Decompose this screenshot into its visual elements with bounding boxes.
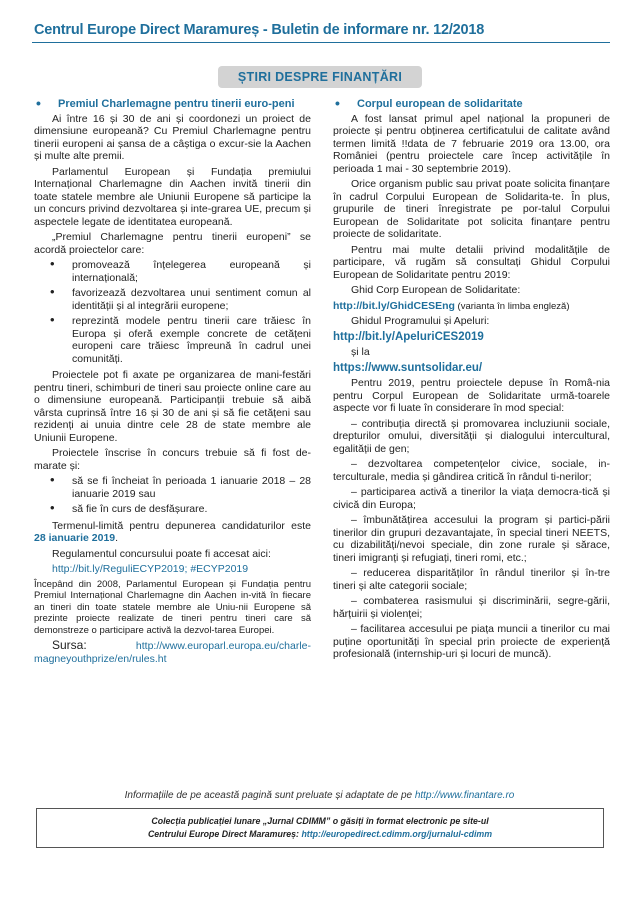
paragraph-deadline: Termenul-limită pentru depunerea candidaturilor este 28 ianuarie 2019.: [34, 519, 311, 544]
solidar-link[interactable]: https://www.suntsolidar.eu/: [333, 361, 483, 374]
paragraph: „Premiul Charlemagne pentru tinerii europeni” se acordă proiectelor care:: [34, 231, 311, 256]
paragraph: Ghid Corp European de Solidaritate:: [351, 284, 521, 296]
paragraph: Regulamentul concursului poate fi accesat aici:: [52, 547, 271, 560]
list-item: • promovează înțelegerea europeană și internațională;: [34, 259, 311, 284]
priority-item: – facilitarea accesului pe piața muncii a tinerilor cu mai puține oportunități în special prin proiecte de experiență profesională (internship-uri și locuri de muncă).: [333, 623, 610, 660]
publication-info-box: [36, 808, 604, 848]
paragraph: Pentru mai multe detalii privind modalitățile de participare, vă rugăm să consultați Ghidul Corpului European de Solidaritate pentru 2019:: [333, 243, 610, 281]
article-title-solidarity: • Corpul european de solidaritate: [333, 98, 610, 111]
source-link[interactable]: http://www.europarl.europa.eu/charle-magneyouthprize/en/rules.ht: [34, 640, 311, 665]
paragraph: Proiectele înscrise în concurs trebuie să fi fost de-marate și:: [34, 447, 311, 472]
finantare-link[interactable]: http://www.finantare.ro: [414, 790, 515, 801]
journal-link[interactable]: http://europedirect.cdimm.org/jurnalul-cdimm: [301, 829, 493, 839]
priority-item: – dezvoltarea competențelor civice, sociale, in-terculturale, media și gândirea critică în rândul ti-nerilor;: [333, 458, 610, 483]
priority-item: – contribuția directă și promovarea incluziunii sociale, drepturilor omului, diversității și dialogului intercultural, egalității de gen;: [333, 417, 610, 455]
conditions-list: [34, 475, 311, 516]
source-line: Sursa: http://www.europarl.europa.eu/charle-magneyouthprize/en/rules.ht: [34, 638, 311, 665]
list-item: • să se fi încheiat în perioada 1 ianuarie 2018 – 28 ianuarie 2019 sau: [34, 475, 311, 500]
paragraph: și la: [351, 346, 370, 358]
paragraph: A fost lansat primul apel național la propuneri de proiecte și pentru obținerea certificatului de calitate având termen limită !!data de 7 februarie 2019 ora 13.00, ora României (pentru proiectele care încep activitățile în perioada 1 mai - 30 septembrie 2019).: [333, 112, 610, 175]
paragraph: Proiectele pot fi axate pe organizarea de mani-festări pentru tineri, schimburi de tineri sau proiecte online care au o dimensiune europeană. Participanții trebuie să aibă vârsta cuprinsă între 16 și 30 de ani și să fie cetățeni sau rezidenți ai unuia dintre cele 28 de state membre ale Uniunii Europene.: [34, 369, 311, 444]
header-divider: [32, 42, 610, 43]
paragraph: Pentru 2019, pentru proiectele depuse în Româ-nia pentru Corpul European de Solidaritate urmă-toarele aspecte vor fi luate în considerare în mod special:: [333, 377, 610, 414]
paragraph: Ghidul Programului și Apeluri:: [351, 315, 490, 327]
priority-item: – îmbunătățirea accesului la program și partici-pării tinerilor din grupuri dezavantajate, în special tineri NEETS, cu dizabilități/nevoi speciale, din zone rurale și sărace, tineri imigranți și refugiați, tineri romi, etc.;: [333, 514, 610, 564]
right-column: [333, 98, 610, 664]
deadline-date: 28 ianuarie 2019: [34, 532, 116, 544]
rules-link[interactable]: http://bit.ly/ReguliECYP2019; #ECYP2019: [52, 563, 249, 575]
article-title-charlemagne: • Premiul Charlemagne pentru tinerii euro-peni: [34, 98, 311, 111]
guide-link-line: http://bit.ly/GhidCESEng (varianta în limba engleză): [333, 299, 570, 312]
criteria-list: [34, 259, 311, 365]
guide-link[interactable]: http://bit.ly/GhidCESEng: [333, 299, 455, 312]
paragraph: Parlamentul European și Fundația premiului Internațional Charlemagne din Aachen invită tinerii din toate statele membre ale Uniunii Europene să participe la un concurs privind dezvoltarea și inte-grarea UE, precum și aspectele legate de identitatea europeană.: [34, 165, 311, 228]
left-column: [34, 98, 311, 668]
page-header-title: Centrul Europe Direct Maramureș - Buletin de informare nr. 12/2018: [34, 22, 485, 38]
section-banner: ȘTIRI DESPRE FINANȚĂRI: [218, 66, 422, 88]
paragraph-small: Începând din 2008, Parlamentul European și Fundația pentru Premiul Internațional Charlemagne din Aachen in-vită în fiecare an tineri din toate statele membre ale Uniu-nii Europene să prezinte proiecte realizate de tineri pentru tineri care să demonstreze o participare activă la dezvol-tarea Europei.: [34, 578, 311, 636]
info-line: Centrului Europe Direct Maramureș: http://europedirect.cdimm.org/jurnalul-cdimm: [147, 829, 493, 839]
paragraph: Ai între 16 și 30 de ani și coordonezi un proiect de dimensiune europeană? Cu Premiul Charlemagne pentru tinerii europeni ai șansa de a câștiga o excur-sie la Aachen și multe alte premii.: [34, 112, 311, 162]
priority-item: – reducerea disparităților în rândul tinerilor și în-tre tineri și alte categorii sociale;: [333, 567, 610, 592]
priority-item: – combaterea rasismului și discriminării, segre-gării, hărțuirii și violenței;: [333, 595, 610, 620]
paragraph: Orice organism public sau privat poate solicita finanțare în cadrul Corpului European de Solidarita-te. În plus, grupurile de tineri înregistrate pe por-talul Corpului European de Solidaritate pot solicita finanțare pentru proiecte de solidaritate.: [333, 178, 610, 240]
calls-link[interactable]: http://bit.ly/ApeluriCES2019: [333, 330, 484, 343]
list-item: • reprezintă modele pentru tinerii care trăiesc în Europa și oferă exemple concrete de cetățeni europeni care trăiesc împreună în cadrul unei comunități.: [34, 315, 311, 365]
list-item: • să fie în curs de desfășurare.: [34, 503, 311, 516]
info-line: Colecția publicației lunare „Jurnal CDIMM” o găsiți în format electronic pe site-ul: [151, 816, 489, 826]
list-item: • favorizează dezvoltarea unui sentiment comun al identității și al integrării europene;: [34, 287, 311, 312]
priority-item: – participarea activă a tinerilor la viața democra-tică și civică din Europa;: [333, 486, 610, 511]
source-footnote: Informațiile de pe această pagină sunt preluate și adaptate de pe http://www.finantare.ro: [124, 790, 515, 801]
